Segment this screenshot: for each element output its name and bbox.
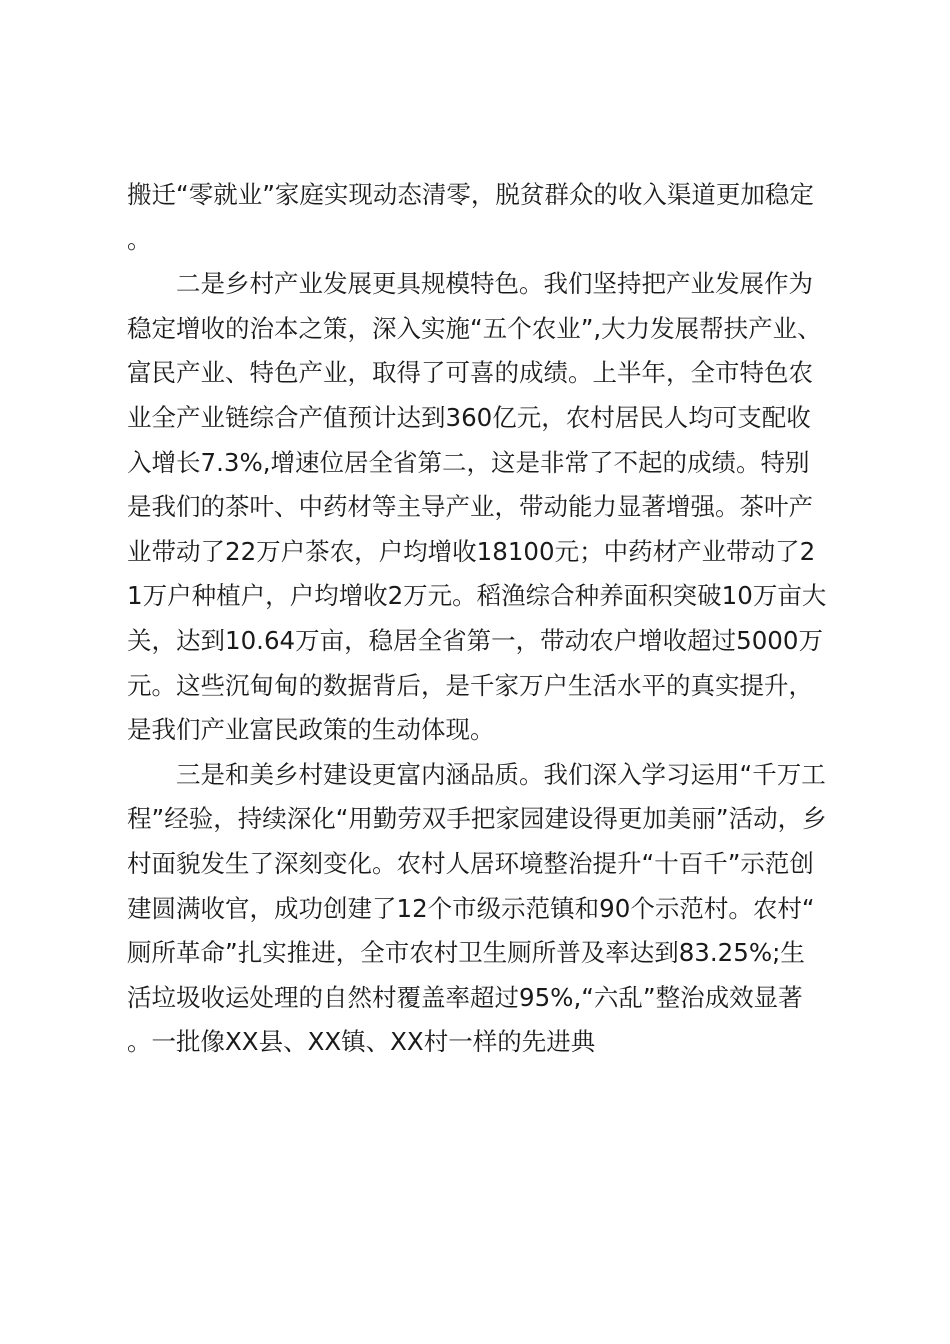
paragraph-continuation: 搬迁“零就业”家庭实现动态清零，脱贫群众的收入渠道更加稳定。 xyxy=(127,180,814,254)
paragraph-rural-construction: 三是和美乡村建设更富内涵品质。我们深入学习运用“千万工程”经验，持续深化“用勤劳双手把家园建设得更加美丽”活动，乡村面貌发生了深刻变化。农村人居环境整治提升“十百千”示范创建圆满收官，成功创建了12个市级示范镇和90个示范村。农村“厕所革命”扎实推进，全市农村卫生厕所普及率达到83.25%;生活垃圾收运处理的自然村覆盖率超过95%,“六乱”整治成效显著。一批像XX县、XX镇、XX村一样的先进典 xyxy=(127,759,827,1057)
paragraph-industry-development: 二是乡村产业发展更具规模特色。我们坚持把产业发展作为稳定增收的治本之策，深入实施“五个农业”,大力发展帮扶产业、富民产业、特色产业，取得了可喜的成绩。上半年，全市特色农业全产业链综合产值预计达到360亿元，农村居民人均可支配收入增长7.3%,增速位居全省第二，这是非常了不起的成绩。特别是我们的茶叶、中药材等主导产业，带动能力显著增强。茶叶产业带动了22万户茶农，户均增收18100元；中药材产业带动了21万户种植户，户均增收2万元。稻渔综合种养面积突破10万亩大关，达到10.64万亩，稳居全省第一，带动农户增收超过5000万元。这些沉甸甸的数据背后，是千家万户生活水平的真实提升，是我们产业富民政策的生动体现。 xyxy=(127,269,827,745)
document-body xyxy=(127,173,827,1065)
